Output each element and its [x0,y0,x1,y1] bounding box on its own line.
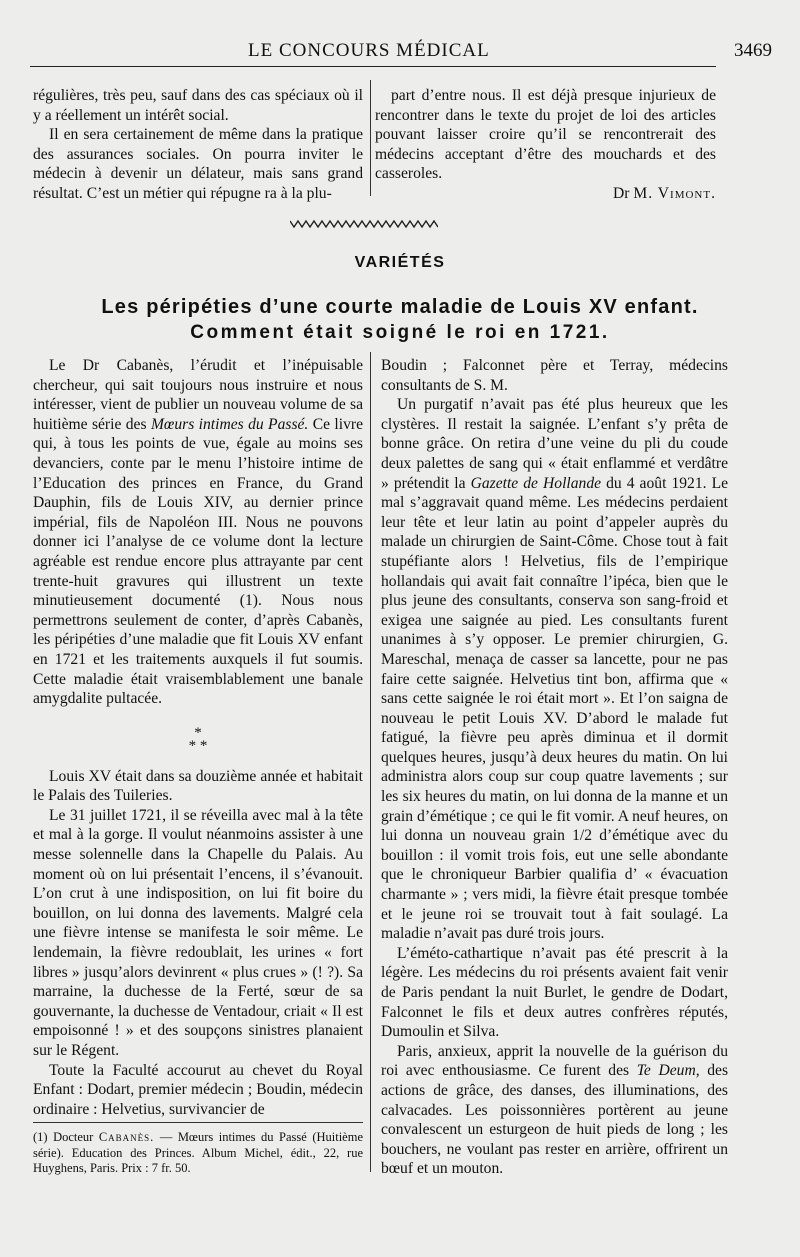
page-header [0,40,800,68]
article-left-column [33,356,363,1119]
te-deum: Te Deum, [636,1062,700,1080]
newspaper-title: Gazette de Hollande [470,474,602,492]
paragraph [381,395,728,944]
footnote-marker: (1) [33,1130,48,1144]
book-title: Mœurs intimes du Passé. [150,415,309,433]
paragraph [381,1042,728,1179]
header-rule [30,66,716,67]
text-run: Paris, anxieux, apprit la nouvelle de la guérison du roi avec enthousiasme. Ce furent des [381,1042,728,1080]
author-signature [375,184,716,204]
text-run: Docteur [47,1130,99,1144]
text-run: du 4 août 1921. Le mal s’aggravait quand même. Les médecins perdaient leur tête et leur latin au point d’appeler auprès du malade un chirurgien de Saint-Côme. Chose tout à fait stupéfiante alors ! Helvetius, fils de l’empirique hollandais qui avait fait connaître l’ipéca, bien que le plus jeune des consultants, conserva son sang-froid et exigea une saignée au pied. Les consultants furent unanimes à s’y opposer. Le premier chirurgien, G. Mareschal, menaça de casser sa lancette, pour ne pas faire cette saignée. Helvetius tint bon, affirma que « sans cette saignée le roi était mort ». Et l’on saigna de nouveau le petit Louis XV. D’abord le malade fut fatigué, la fièvre peu après diminua et il dormit quelques heures, jusqu’à deux heures du matin. On lui administra alors coup sur coup quatre lavements ; sur les six heures du matin, on lui donna de la manne et un grain d’émétique ; ce qui le fit vomir. A neuf heures, on lui donna un nouveau grain 1/2 d’émétique avec du bouillon : il vomit trois fois, eut une selle abondante que le chroniqueur Barbier qualifia d’ « évacuation charmante » ; vers midi, la fièvre était presque tombée et le jeune roi se trouvait tout à fait soulagé. La maladie n’avait pas duré trois jours. [381,474,729,943]
footnote-rule [33,1122,363,1123]
zigzag-ornament [290,218,438,230]
paragraph: Le 31 juillet 1721, il se réveilla avec mal à la tête et mal à la gorge. Il voulut néanmoins assister à une messe solennelle dans la Chapelle du Palais. Au moment où on lui présentait l’encens, il s’évanouit. L’on crut à une indisposition, on lui fit boire du bouillon, on lui donna des lavements. Malgré cela une fièvre intense se manifesta le soir même. Le lendemain, la fièvre redoublait, les urines « fort libres » jusqu’alors devinrent « plus crues » (! ?). Sa marraine, la duchesse de la Ferté, sœur de sa gouvernante, la duchesse de Ventadour, criait « Il est empoisonné ! » et des soupçons sinistres planaient sur le Régent. [33,806,363,1059]
text-run: — Mœurs intimes du Passé (Huitième série). Education des Princes. Album Michel, édit., 22, rue Huyghens, Paris. Prix : 7 fr. 50. [33,1130,363,1175]
page-number: 3469 [734,40,772,61]
text-run: des actions de grâce, des danses, des illuminations, des calvacades. Les poissonnières portèrent au jeune convalescent un esturgeon de huit pieds de long ; les bouchers, ne voulant pas rester en arrière, offrirent un bœuf et un mouton. [381,1062,729,1178]
asterism-top: * [194,724,202,741]
text-run: Le Dr Cabanès, l’érudit et l’inépuisable chercheur, qui sait toujours nous instruire et nous intéresser, vient de publier un nouveau volume de sa huitième série des [33,357,363,433]
paragraph: L’éméto-cathartique n’avait pas été prescrit à la légère. Les médecins du roi présents avaient fait venir de Paris pendant la nuit Burlet, le gendre de Dodart, Falconnet le fils et deux autres confrères réputés, Dumoulin et Silva. [381,944,728,1041]
article-subtitle: Comment était soigné le roi en 1721. [190,322,610,343]
signature-name: M. Vimont. [633,184,716,202]
paragraph: Il en sera certainement de même dans la pratique des assurances sociales. On pourra inviter le médecin à devenir un délateur, mais sans grand résultat. C’est un métier qui répugne ra à la plu- [33,126,363,202]
text-run: Un purgatif n’avait pas été plus heureux que les clystères. Il restait la saignée. L’enfant s’y prêta de bonne grâce. On retira d’une veine du pli du coude deux palettes de sang qui « était enflammé et verdâtre » prétendit la [381,396,728,492]
top-right-column [375,86,716,204]
top-left-column [33,86,363,204]
footnote-text [33,1130,363,1177]
paragraph [33,356,363,709]
section-heading: VARIÉTÉS [354,254,446,271]
paragraph: Toute la Faculté accourut au chevet du Royal Enfant : Dodart, premier médecin ; Boudin, médecin ordinaire : Helvetius, survivancier de [33,1061,363,1118]
article-right-column [381,356,728,1179]
journal-title: LE CONCOURS MÉDICAL [248,40,490,61]
paragraph: Boudin ; Falconnet père et Terray, médecins consultants de S. M. [381,357,728,394]
paragraph: part d’entre nous. Il est déjà presque injurieux de rencontrer dans le texte du projet de loi des articles pouvant laisser croire qu’il se rencontrerait des médecins acceptant d’être des mouchards et des casseroles. [375,87,716,183]
signature-title: Dr [613,184,630,202]
paragraph: régulières, très peu, sauf dans des cas spéciaux où il y a réellement un intérêt social. [33,87,363,124]
footnote [33,1130,363,1177]
asterism [33,724,363,754]
column-divider [370,352,371,1172]
text-run: Ce livre qui, à tous les points de vue, égale au moins ses devanciers, conte par le menu l’histoire intime de l’Education des princes en France, du Grand Dauphin, fils de Louis XIV, au dernier prince impérial, fils de Napoléon III. Nous ne pouvons donner ici l’analyse de ce volume dont la lecture agréable est rendue encore plus attrayante par cent trente-huit gravures qui illustrent un texte minutieusement documenté (1). Nous nous permettrons seulement de conter, d’après Cabanès, les péripéties d’une maladie que fit Louis XV enfant en 1721 et les traitements auxquels il fut soumis. Cette maladie était vraisemblablement une banale amygdalite pultacée. [33,415,363,708]
paragraph: Louis XV était dans sa douzième année et habitait le Palais des Tuileries. [33,767,363,805]
footnote-author: Cabanès. [98,1130,155,1144]
asterism-bottom: * * [188,737,208,754]
column-divider [370,80,371,196]
article-title: Les péripéties d’une courte maladie de Louis XV enfant. [101,296,699,318]
